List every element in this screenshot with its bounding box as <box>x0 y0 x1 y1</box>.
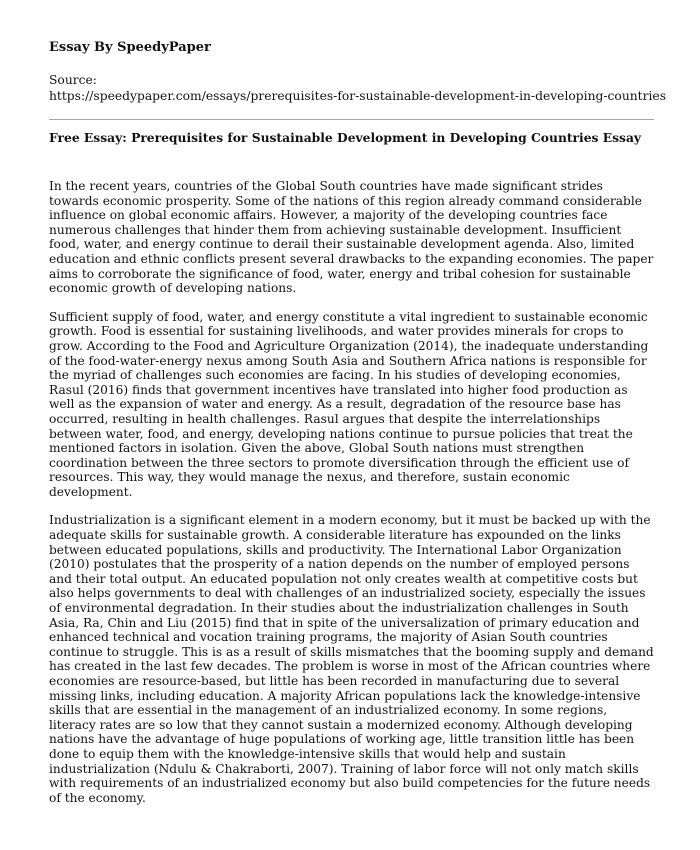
document-header: Essay By SpeedyPaper <box>49 40 211 55</box>
essay-title: Free Essay: Prerequisites for Sustainable Development in Developing Countries Essay <box>49 130 642 145</box>
essay-body <box>49 179 654 805</box>
header-divider <box>49 119 654 120</box>
source-block <box>49 73 667 104</box>
paragraph-2: Sufficient supply of food, water, and energy constitute a vital ingredient to sustainable economic growth. Food is essential for sustaining livelihoods, and water provides minerals for crops to grow. According to the Food and Agriculture Organization (2014), the inadequate understanding of the food-water-energy nexus among South Asia and Southern Africa nations is responsible for the myriad of challenges such economies are facing. In his studies of developing economies, Rasul (2016) finds that government incentives have translated into higher food production as well as the expansion of water and energy. As a result, degradation of the resource base has occurred, resulting in health challenges. Rasul argues that despite the interrelationships between water, food, and energy, developing nations continue to pursue policies that treat the mentioned factors in isolation. Given the above, Global South nations must strengthen coordination between the three sectors to promote diversification through the efficient use of resources. This way, they would manage the nexus, and therefore, sustain economic development. <box>49 309 649 499</box>
paragraph-1: In the recent years, countries of the Global South countries have made significant strides towards economic prosperity. Some of the nations of this region already command considerable influence on global economic affairs. However, a majority of the developing countries face numerous challenges that hinder them from achieving sustainable development. Insufficient food, water, and energy continue to derail their sustainable development agenda. Also, limited education and ethnic conflicts present several drawbacks to the expanding economies. The paper aims to corroborate the significance of food, water, energy and tribal cohesion for sustainable economic growth of developing nations. <box>49 179 654 296</box>
essay-page <box>49 40 667 819</box>
source-label: Source: <box>49 73 97 87</box>
source-url: https://speedypaper.com/essays/prerequisites-for-sustainable-development-in-developing-countries <box>49 88 667 103</box>
paragraph-3: Industrialization is a significant element in a modern economy, but it must be backed up with the adequate skills for sustainable growth. A considerable literature has expounded on the links between educated populations, skills and productivity. The International Labor Organization (2010) postulates that the prosperity of a nation depends on the number of employed persons and their total output. An educated population not only creates wealth at competitive costs but also helps governments to deal with challenges of an industrialized society, especially the issues of environmental degradation. In their studies about the industrialization challenges in South Asia, Ra, Chin and Liu (2015) find that in spite of the universalization of primary education and enhanced technical and vocation training programs, the majority of Asian South countries continue to struggle. This is as a result of skills mismatches that the booming supply and demand has created in the last few decades. The problem is worse in most of the African countries where economies are resource-based, but little has been recorded in manufacturing due to several missing links, including education. A majority African populations lack the knowledge-intensive skills that are essential in the management of an industrialized economy. In some regions, literacy rates are so low that they cannot sustain a modernized economy. Although developing nations have the advantage of huge populations of working age, little transition little has been done to equip them with the knowledge-intensive skills that would help and sustain industrialization (Ndulu & Chakraborti, 2007). Training of labor force will not only match skills with requirements of an industrialized economy but also build competencies for the future needs of the economy. <box>49 513 654 805</box>
